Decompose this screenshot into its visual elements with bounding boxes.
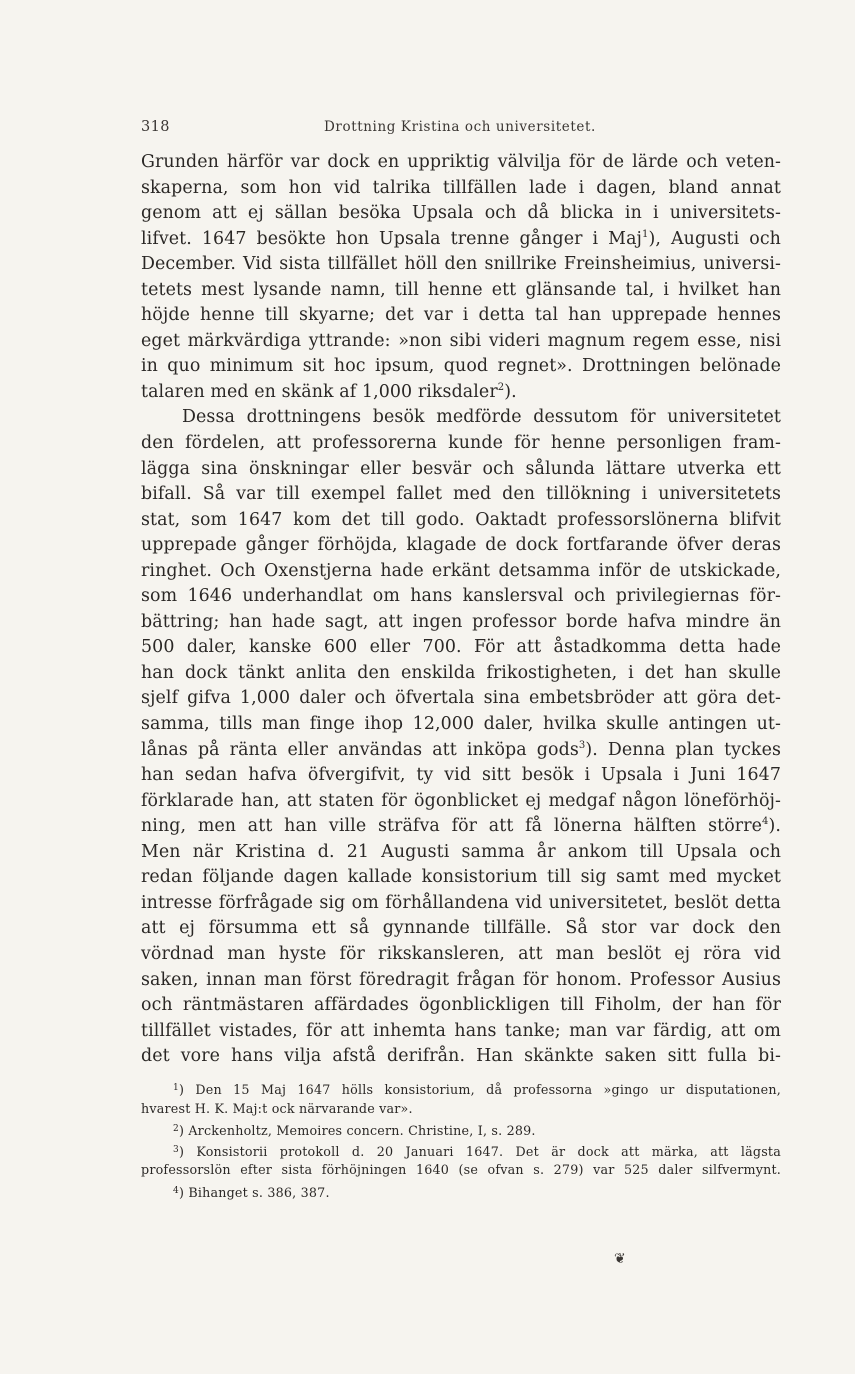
text-line: den fördelen, att professorerna kunde för henne personligen fram-	[141, 433, 781, 454]
text-segment: ning, men att han ville sträfva för att få lönerna hälften större	[141, 816, 763, 837]
text-line: och räntmästaren affärdades ögonblickligen till Fiholm, der han för	[141, 995, 781, 1016]
text-line	[141, 814, 781, 840]
text-segment: lifvet. 1647 besökte hon Upsala trenne gånger i Maj	[141, 228, 643, 249]
text-segment: talaren med en skänk af 1,000 riksdaler	[141, 381, 498, 402]
text-line: Dessa drottningens besök medförde dessutom för universitetet	[182, 407, 781, 428]
text-line: vördnad man hyste för rikskansleren, att man beslöt ej röra vid	[141, 943, 781, 964]
footnotes	[141, 1078, 781, 1202]
text-line: Men när Kristina d. 21 Augusti samma år ankom till Upsala och	[141, 841, 781, 862]
text-segment: ), Augusti och	[648, 228, 781, 249]
text-line: ringhet. Och Oxenstjerna hade erkänt detsamma inför de utskickade,	[141, 560, 781, 581]
text-line: sjelf gifva 1,000 daler och öfvertala sina embetsbröder att göra det-	[141, 688, 781, 709]
text-line: December. Vid sista tillfället höll den snillrike Freinsheimius, universi-	[141, 254, 781, 275]
footnote-line	[141, 1140, 781, 1161]
footnote-line	[141, 1119, 781, 1140]
footnote-text: ) Den 15 Maj 1647 hölls konsistorium, då professorna »gingo ur disputationen,	[178, 1082, 781, 1097]
footnote-text: ) Arckenholtz, Memoires concern. Christine, I, s. 289.	[178, 1123, 536, 1139]
text-line: höjde henne till skyarne; det var i detta tal han upprepade hennes	[141, 305, 781, 326]
text-line: lägga sina önskningar eller besvär och sålunda lättare utverka ett	[141, 458, 781, 479]
text-line: han sedan hafva öfvergifvit, ty vid sitt besök i Upsala i Juni 1647	[141, 765, 781, 786]
text-line: stat, som 1647 kom det till godo. Oaktadt professorslönerna blifvit	[141, 509, 781, 530]
text-line	[141, 738, 781, 764]
footnote-ref: 3	[578, 739, 586, 751]
text-line: in quo minimum sit hoc ipsum, quod regnet». Drottningen belönade	[141, 356, 781, 377]
text-segment: lånas på ränta eller användas att inköpa gods	[141, 739, 579, 760]
text-line: saken, innan man först föredragit frågan för honom. Professor Ausius	[141, 969, 781, 990]
text-line: det vore hans vilja afstå derifrån. Han skänkte saken sitt fulla bi-	[141, 1046, 781, 1067]
footnote-text: ) Bihanget s. 386, 387.	[178, 1184, 330, 1200]
footnote-mark: 2	[173, 1124, 179, 1135]
main-text	[141, 150, 781, 1070]
running-title: Drottning Kristina och universitetet.	[324, 119, 596, 135]
text-line: 500 daler, kanske 600 eller 700. För att åstadkomma detta hade	[141, 637, 781, 658]
footnote-text: ) Konsistorii protokoll d. 20 Januari 1647. Det är dock att märka, att lägsta	[178, 1143, 781, 1159]
running-head	[141, 119, 781, 139]
text-line	[141, 380, 781, 406]
text-line: skaperna, som hon vid talrika tillfällen lade i dagen, bland annat	[141, 177, 781, 198]
text-line	[141, 227, 781, 253]
text-line: att ej försumma ett så gynnande tillfälle. Så stor var dock den	[141, 918, 781, 939]
footnote-line: hvarest H. K. Maj:t ock närvarande var».	[141, 1100, 413, 1116]
footnote-line: professorslön efter sista förhöjningen 1640 (se ofvan s. 279) var 525 daler silfvermynt.	[141, 1162, 781, 1178]
footnote-mark: 1	[173, 1083, 179, 1093]
text-line: förklarade han, att staten för ögonblicket ej medgaf någon löneförhöj-	[141, 790, 781, 811]
text-line: bifall. Så var till exempel fallet med den tillökning i universitetets	[141, 484, 781, 505]
footnote-ref: 1	[642, 228, 649, 240]
text-line: han dock tänkt anlita den enskilda frikostigheten, i det han skulle	[141, 662, 781, 683]
footnote-ref: 2	[497, 382, 505, 394]
text-line: som 1646 underhandlat om hans kanslersval och privilegiernas för-	[141, 586, 781, 607]
text-line: intresse förfrågade sig om förhållandena vid universitetet, beslöt detta	[141, 892, 781, 913]
text-line: tillfället vistades, för att inhemta hans tanke; man var färdig, att om	[141, 1020, 781, 1041]
text-segment: ). Denna plan tyckes	[585, 739, 781, 760]
text-line: genom att ej sällan besöka Upsala och då blicka in i universitets-	[141, 203, 781, 224]
text-line: upprepade gånger förhöjda, klagade de dock fortfarande öfver deras	[141, 535, 781, 556]
text-segment: ).	[768, 816, 781, 837]
footnote-ref: 4	[762, 816, 769, 828]
footnote-mark: 4	[173, 1185, 179, 1196]
footnote-mark: 3	[173, 1144, 179, 1155]
page-number: 318	[141, 119, 170, 135]
text-line: bättring; han hade sagt, att ingen professor borde hafva mindre än	[141, 611, 781, 632]
text-segment: ).	[504, 381, 517, 402]
footnote-line	[141, 1181, 781, 1202]
text-line: samma, tills man finge ihop 12,000 daler, hvilka skulle antingen ut-	[141, 714, 781, 735]
marginal-ornament: ❦	[614, 1251, 626, 1267]
text-line: tetets mest lysande namn, till henne ett glänsande tal, i hvilket han	[141, 279, 781, 300]
text-line: redan följande dagen kallade konsistorium till sig samt med mycket	[141, 867, 781, 888]
text-line: eget märkvärdiga yttrande: »non sibi videri magnum regem esse, nisi	[141, 330, 781, 351]
text-line: Grunden härför var dock en uppriktig välvilja för de lärde och veten-	[141, 152, 781, 172]
footnote-line	[141, 1078, 781, 1099]
